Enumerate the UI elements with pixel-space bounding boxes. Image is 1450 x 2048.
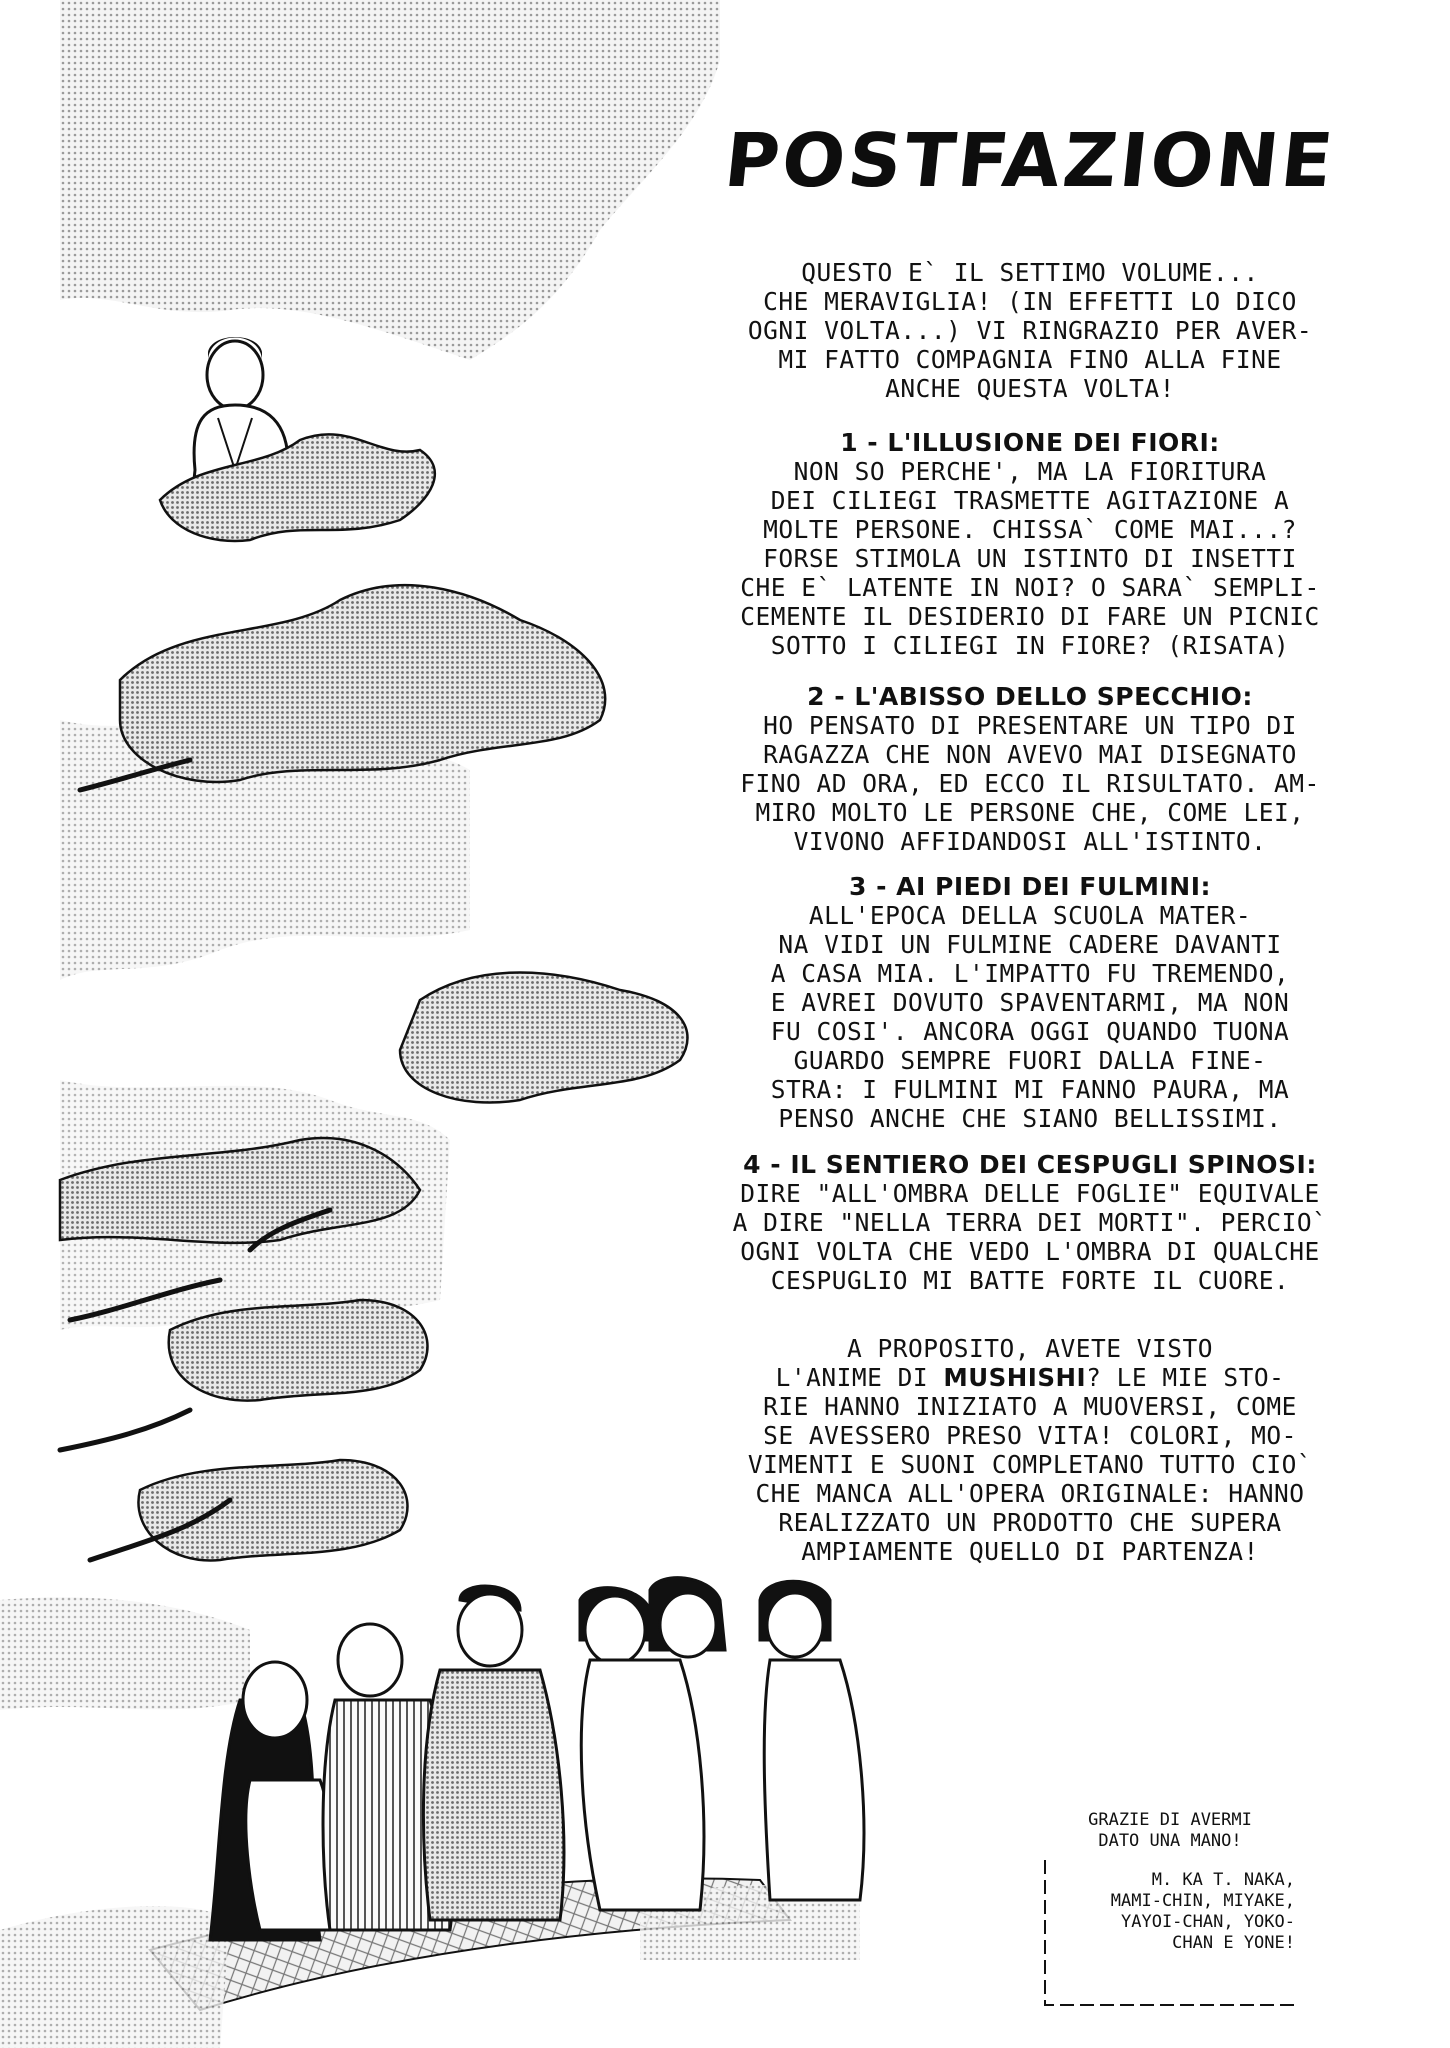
closing-line-mushishi [690, 1363, 1370, 1392]
section-line: PENSO ANCHE CHE SIANO BELLISSIMI. [778, 1104, 1282, 1133]
sky-tone-top [60, 0, 720, 360]
thanks-name-line: M. KA T. NAKA, [1151, 1870, 1295, 1890]
thanks-line: DATO UNA MANO! [1098, 1831, 1242, 1851]
intro-line: CHE MERAVIGLIA! (IN EFFETTI LO DICO [763, 287, 1297, 316]
section-line: OGNI VOLTA CHE VEDO L'OMBRA DI QUALCHE [740, 1237, 1320, 1266]
ground-shadow [0, 1906, 230, 2048]
blossom-clouds [60, 434, 688, 1560]
intro-line: MI FATTO COMPAGNIA FINO ALLA FINE [778, 345, 1282, 374]
section-heading: 1 - L'ILLUSIONE DEI FIORI: [840, 428, 1220, 457]
thanks-name-line: CHAN E YONE! [1172, 1933, 1295, 1953]
section-heading: 4 - IL SENTIERO DEI CESPUGLI SPINOSI: [743, 1150, 1317, 1179]
closing-text: L'ANIME DI [775, 1363, 944, 1392]
section-line: DEI CILIEGI TRASMETTE AGITAZIONE A [770, 486, 1290, 515]
section-line: CHE E` LATENTE IN NOI? O SARA` SEMPLI- [740, 573, 1320, 602]
section-line: CESPUGLIO MI BATTE FORTE IL CUORE. [770, 1266, 1290, 1295]
intro-line: ANCHE QUESTA VOLTA! [885, 374, 1175, 403]
thanks-name-line: MAMI-CHIN, MIYAKE, [1110, 1891, 1295, 1911]
mushishi-title: MUSHISHI [943, 1363, 1087, 1392]
section-line: GUARDO SEMPRE FUORI DALLA FINE- [793, 1046, 1267, 1075]
closing-paragraph [690, 1334, 1370, 1566]
section-line: CEMENTE IL DESIDERIO DI FARE UN PICNIC [740, 602, 1320, 631]
page-title: POSTFAZIONE [720, 118, 1340, 204]
closing-text: ? LE MIE STO- [1086, 1363, 1285, 1392]
section-line: A DIRE "NELLA TERRA DEI MORTI". PERCIO` [732, 1208, 1328, 1237]
section-line: E AVREI DOVUTO SPAVENTARMI, MA NON [770, 988, 1290, 1017]
section-line: VIVONO AFFIDANDOSI ALL'ISTINTO. [793, 827, 1267, 856]
section-heading: 2 - L'ABISSO DELLO SPECCHIO: [807, 682, 1253, 711]
section-line: NA VIDI UN FULMINE CADERE DAVANTI [778, 930, 1282, 959]
section-4 [690, 1150, 1370, 1295]
closing-line: REALIZZATO UN PRODOTTO CHE SUPERA [778, 1508, 1282, 1537]
thanks-line: GRAZIE DI AVERMI [1088, 1810, 1252, 1830]
section-line: SOTTO I CILIEGI IN FIORE? (RISATA) [770, 631, 1290, 660]
intro-line: QUESTO E` IL SETTIMO VOLUME... [801, 258, 1259, 287]
closing-line: AMPIAMENTE QUELLO DI PARTENZA! [801, 1537, 1259, 1566]
closing-line: VIMENTI E SUONI COMPLETANO TUTTO CIO` [747, 1450, 1313, 1479]
intro-paragraph [690, 258, 1370, 403]
closing-line: A PROPOSITO, AVETE VISTO [846, 1334, 1213, 1363]
section-line: HO PENSATO DI PRESENTARE UN TIPO DI [763, 711, 1297, 740]
closing-line: RIE HANNO INIZIATO A MUOVERSI, COME [763, 1392, 1297, 1421]
thanks-names [1085, 1870, 1295, 1954]
section-line: FINO AD ORA, ED ECCO IL RISULTATO. AM- [740, 769, 1320, 798]
intro-line: OGNI VOLTA...) VI RINGRAZIO PER AVER- [747, 316, 1313, 345]
section-2 [690, 682, 1370, 856]
section-line: MOLTE PERSONE. CHISSA` COME MAI...? [763, 515, 1297, 544]
closing-line: CHE MANCA ALL'OPERA ORIGINALE: HANNO [755, 1479, 1305, 1508]
section-heading: 3 - AI PIEDI DEI FULMINI: [848, 872, 1212, 901]
section-line: DIRE "ALL'OMBRA DELLE FOGLIE" EQUIVALE [740, 1179, 1320, 1208]
section-line: NON SO PERCHE', MA LA FIORITURA [793, 457, 1267, 486]
section-line: STRA: I FULMINI MI FANNO PAURA, MA [770, 1075, 1290, 1104]
section-line: A CASA MIA. L'IMPATTO FU TREMENDO, [770, 959, 1290, 988]
sky-tone-bottom [0, 1597, 250, 1710]
section-line: FU COSI'. ANCORA OGGI QUANDO TUONA [770, 1017, 1290, 1046]
section-line: FORSE STIMOLA UN ISTINTO DI INSETTI [763, 544, 1297, 573]
section-line: RAGAZZA CHE NON AVEVO MAI DISEGNATO [763, 740, 1297, 769]
section-line: ALL'EPOCA DELLA SCUOLA MATER- [808, 901, 1252, 930]
section-line: MIRO MOLTO LE PERSONE CHE, COME LEI, [755, 798, 1305, 827]
closing-line: SE AVESSERO PRESO VITA! COLORI, MO- [763, 1421, 1297, 1450]
thanks-heading [1060, 1810, 1280, 1852]
thanks-name-line: YAYOI-CHAN, YOKO- [1121, 1912, 1295, 1932]
section-3 [690, 872, 1370, 1133]
section-1 [690, 428, 1370, 660]
